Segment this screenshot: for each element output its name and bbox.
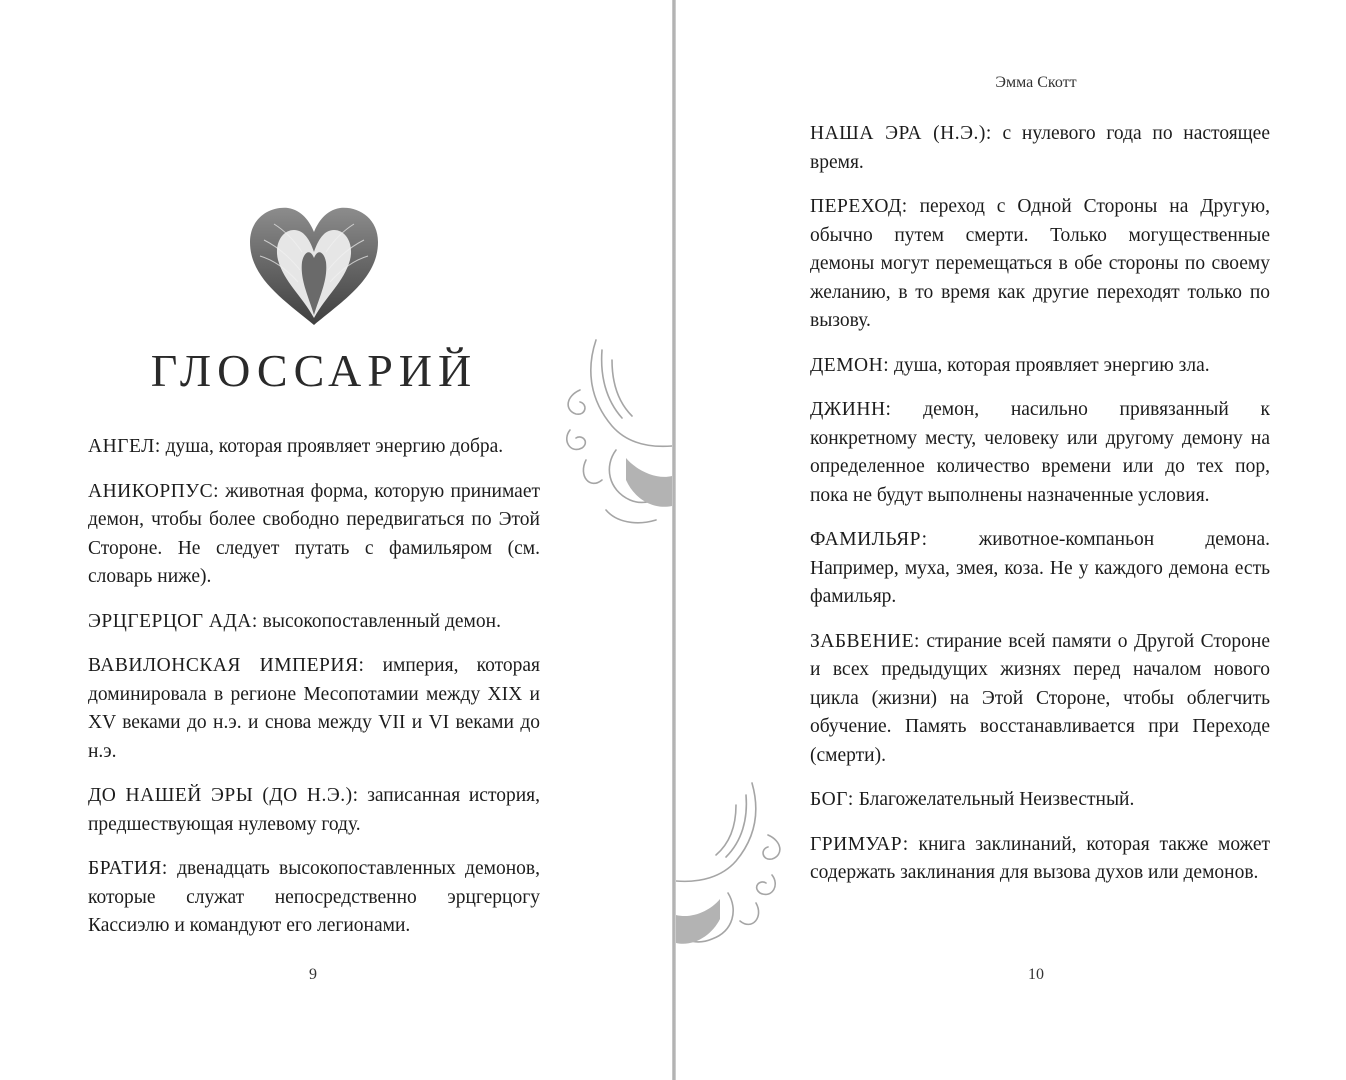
glossary-term: ЭРЦГЕРЦОГ АДА:: [88, 610, 258, 632]
wing-flourish-ornament: [676, 775, 786, 960]
glossary-definition: животная форма, которую принимает демон, чтобы более свободно передвигаться по Этой Стороне. Не следует путать с фамильяром (см. словарь ниже).: [88, 480, 540, 587]
glossary-term: ЗАБВЕНИЕ:: [810, 630, 920, 652]
glossary-entry: [88, 608, 540, 637]
glossary-entry: [88, 652, 540, 766]
glossary-entry: [88, 478, 540, 592]
glossary-entry: [88, 433, 540, 462]
glossary-list-left: [88, 433, 540, 957]
glossary-term: АНГЕЛ:: [88, 436, 161, 457]
glossary-definition: переход с Одной Стороны на Другую, обычно путем смерти. Только могущественные демоны могут перемещаться в обе стороны по своему желанию, в то время как другие переходят только по вызову.: [810, 196, 1270, 331]
glossary-entry: [810, 396, 1270, 510]
feather-heart-icon: [244, 200, 384, 330]
glossary-term: НАША ЭРА (Н.Э.):: [810, 123, 992, 144]
glossary-term: ГРИМУАР:: [810, 833, 909, 855]
glossary-term: БОГ:: [810, 789, 854, 810]
glossary-definition: с нулевого года по настоящее время.: [810, 123, 1270, 173]
left-page: [0, 0, 672, 1080]
glossary-entry: [810, 628, 1270, 771]
glossary-entry: [88, 782, 540, 839]
glossary-term: ФАМИЛЬЯР:: [810, 529, 928, 550]
wing-flourish-ornament: [556, 330, 672, 540]
glossary-term: ДЖИНН:: [810, 399, 892, 420]
glossary-entry: [810, 120, 1270, 177]
glossary-entry: [810, 831, 1270, 888]
glossary-definition: демон, насильно привязанный к конкретному месту, человеку или другому демону на определенное количество времени или до тех пор, пока не будут выполнены назначенные условия.: [810, 399, 1270, 506]
glossary-term: ВАВИЛОНСКАЯ ИМПЕРИЯ:: [88, 655, 365, 676]
page-number: 10: [1028, 966, 1044, 983]
glossary-term: АНИКОРПУС:: [88, 480, 220, 502]
glossary-definition: книга заклинаний, которая также может содержать заклинания для вызова духов или демонов.: [810, 833, 1270, 883]
glossary-entry: [810, 786, 1270, 815]
glossary-definition: Благожелательный Неизвестный.: [853, 789, 1135, 810]
glossary-definition: животное-компаньон демона. Например, муха, змея, коза. Не у каждого демона есть фамильяр.: [810, 529, 1270, 607]
glossary-term: БРАТИЯ:: [88, 858, 168, 879]
glossary-definition: высокопоставленный демон.: [257, 610, 501, 632]
glossary-entry: [88, 855, 540, 941]
page-title: ГЛОССАРИЙ: [150, 345, 478, 396]
glossary-definition: стирание всей памяти о Другой Стороне и всех предыдущих жизнях перед началом нового цикла (жизни) на Этой Стороне, чтобы облегчить обучение. Память восстанавливается при Переходе (смерти).: [810, 630, 1270, 766]
glossary-definition: двенадцать высокопоставленных демонов, которые служат непосредственно эрцгерцогу Кассиэлю и командуют его легионами.: [88, 858, 540, 936]
right-page: [676, 0, 1346, 1080]
glossary-entry: [810, 193, 1270, 336]
glossary-entry: [810, 526, 1270, 612]
glossary-entry: [810, 352, 1270, 381]
glossary-term: ДО НАШЕЙ ЭРЫ (ДО Н.Э.):: [88, 785, 359, 806]
glossary-list-right: [810, 120, 1270, 904]
running-head-author: Эмма Скотт: [995, 74, 1077, 91]
glossary-definition: душа, которая проявляет энергию зла.: [889, 354, 1210, 376]
glossary-definition: душа, которая проявляет энергию добра.: [160, 436, 504, 457]
page-number: 9: [309, 966, 317, 983]
glossary-definition: записанная история, предшествующая нулевому году.: [88, 785, 540, 835]
glossary-term: ДЕМОН:: [810, 354, 890, 376]
glossary-definition: империя, которая доминировала в регионе Месопотамии между XIX и XV веками до н.э. и снова между VII и VI веками до н.э.: [88, 655, 540, 762]
glossary-term: ПЕРЕХОД:: [810, 196, 908, 217]
